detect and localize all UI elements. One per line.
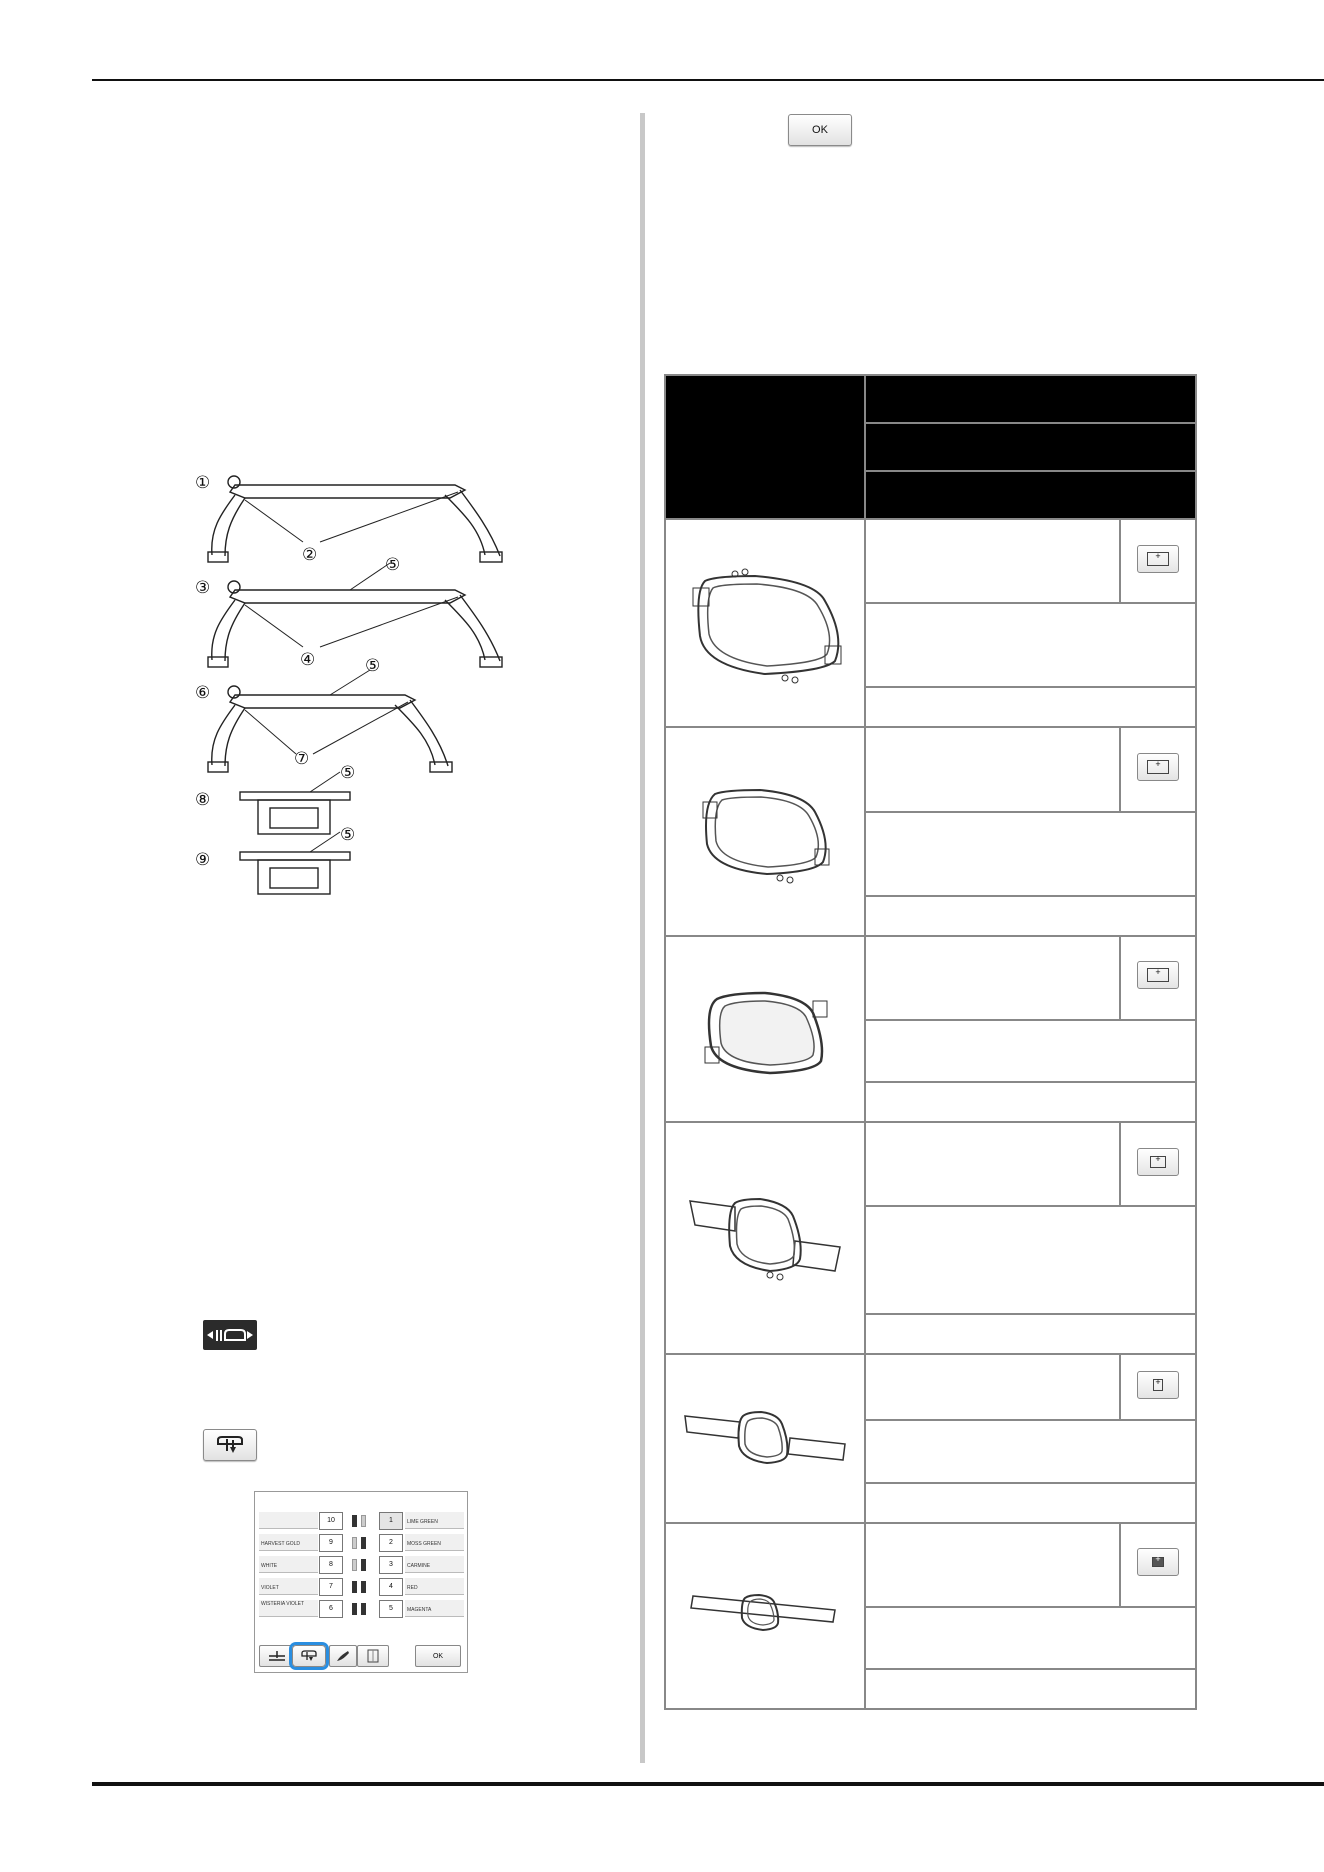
frame-name-cell xyxy=(865,1354,1120,1420)
frame-size-icon: + xyxy=(1137,545,1179,573)
border-frame-image xyxy=(675,1161,855,1311)
spool-icon xyxy=(352,1515,357,1527)
frame-note-cell xyxy=(865,687,1196,727)
callout-4: ④ xyxy=(300,650,316,670)
frame-indicator-cell xyxy=(1120,519,1196,603)
thread-name-left: HARVEST GOLD xyxy=(259,1534,318,1551)
callout-5a: ⑤ xyxy=(385,555,401,575)
frame-move-icon xyxy=(203,1320,257,1350)
thread-row xyxy=(255,1578,467,1596)
screen-ok-button[interactable]: OK xyxy=(415,1645,461,1667)
thread-row xyxy=(255,1512,467,1530)
frame-note-cell xyxy=(865,1669,1196,1709)
thread-name-right: LIME GREEN xyxy=(405,1512,464,1529)
table-row xyxy=(665,1354,1196,1420)
needle-number[interactable]: 2 xyxy=(379,1534,403,1552)
thread-name-left xyxy=(259,1512,318,1529)
table-row xyxy=(665,1523,1196,1607)
thread-row xyxy=(255,1534,467,1552)
spool-icon xyxy=(352,1537,357,1549)
callout-2: ② xyxy=(302,545,318,565)
embroidery-area-cell xyxy=(865,603,1196,687)
table-row xyxy=(665,519,1196,603)
table-header-row-3 xyxy=(865,471,1196,519)
frame-note-cell xyxy=(865,1082,1196,1122)
frame-name-cell xyxy=(865,936,1120,1020)
embroidery-area-cell xyxy=(865,1420,1196,1482)
table-header-row-2 xyxy=(865,423,1196,471)
frame-name-cell xyxy=(865,1122,1120,1206)
frame-size-icon: + xyxy=(1137,1371,1179,1399)
medium-frame-image xyxy=(675,951,855,1101)
extra-small-frame-image xyxy=(675,1538,855,1688)
frame-holder-b xyxy=(208,563,502,667)
table-row xyxy=(665,727,1196,811)
callout-6: ⑥ xyxy=(195,683,211,703)
ok-button[interactable]: OK xyxy=(788,114,852,146)
frame-size-icon: + xyxy=(1137,1548,1179,1576)
thread-row xyxy=(255,1556,467,1574)
spool-icon xyxy=(361,1559,366,1571)
needle-number[interactable]: 7 xyxy=(319,1578,343,1596)
callout-1: ① xyxy=(195,473,211,493)
frame-change-icon xyxy=(299,1650,319,1662)
memory-button[interactable] xyxy=(357,1645,389,1667)
frame-indicator-cell xyxy=(1120,1354,1196,1420)
frame-name-cell xyxy=(865,1523,1120,1607)
frame-holder-a xyxy=(208,476,502,562)
thread-name-left: WISTERIA VIOLET xyxy=(259,1600,318,1617)
callout-8: ⑧ xyxy=(195,790,211,810)
needle-number[interactable]: 4 xyxy=(379,1578,403,1596)
callout-7: ⑦ xyxy=(294,749,310,769)
frame-holder-c xyxy=(208,670,452,772)
thread-name-right: CARMINE xyxy=(405,1556,464,1573)
frame-image-cell xyxy=(665,1354,865,1522)
frame-holder-e xyxy=(240,832,350,894)
spool-icon xyxy=(352,1603,357,1615)
large-frame-image xyxy=(675,754,855,904)
frame-size-icon: + xyxy=(1137,753,1179,781)
extra-large-frame-image xyxy=(675,546,855,696)
frame-image-cell xyxy=(665,519,865,727)
page-icon xyxy=(365,1649,381,1663)
thread-name-right: RED xyxy=(405,1578,464,1595)
needle-bar-icon xyxy=(267,1650,287,1662)
bottom-rule xyxy=(92,1782,1324,1786)
frame-image-cell xyxy=(665,727,865,935)
callout-9: ⑨ xyxy=(195,850,211,870)
frame-image-cell xyxy=(665,936,865,1122)
frame-change-icon xyxy=(213,1435,247,1455)
spool-icon xyxy=(361,1581,366,1593)
embroidery-area-cell xyxy=(865,812,1196,896)
frame-name-cell xyxy=(865,519,1120,603)
embroidery-screen xyxy=(254,1491,468,1673)
thread-name-right: MAGENTA xyxy=(405,1600,464,1617)
callout-5b: ⑤ xyxy=(365,656,381,676)
frame-size-icon: + xyxy=(1137,1148,1179,1176)
trial-key-button[interactable] xyxy=(259,1645,295,1667)
spool-icon xyxy=(352,1559,357,1571)
callout-3: ③ xyxy=(195,578,211,598)
needle-number[interactable]: 3 xyxy=(379,1556,403,1574)
frame-size-icon: + xyxy=(1137,961,1179,989)
embroidery-area-cell xyxy=(865,1206,1196,1314)
frame-change-button[interactable] xyxy=(203,1429,257,1461)
top-rule xyxy=(92,79,1324,81)
thread-row xyxy=(255,1600,467,1618)
callout-5d: ⑤ xyxy=(340,825,356,845)
spool-icon xyxy=(361,1537,366,1549)
thread-name-right: MOSS GREEN xyxy=(405,1534,464,1551)
thread-name-left: VIOLET xyxy=(259,1578,318,1595)
thread-name-left: WHITE xyxy=(259,1556,318,1573)
spool-icon xyxy=(361,1515,366,1527)
needle-number[interactable]: 10 xyxy=(319,1512,343,1530)
small-frame-image xyxy=(675,1366,855,1506)
thread-color-button[interactable] xyxy=(329,1645,357,1667)
brush-icon xyxy=(335,1650,351,1662)
frame-name-cell xyxy=(865,727,1120,811)
needle-number[interactable]: 9 xyxy=(319,1534,343,1552)
frame-note-cell xyxy=(865,1483,1196,1523)
frame-holder-parts-diagram xyxy=(190,460,550,920)
frame-indicator-cell xyxy=(1120,727,1196,811)
frame-change-button-highlighted[interactable] xyxy=(292,1645,326,1667)
needle-number[interactable]: 6 xyxy=(319,1600,343,1618)
frame-note-cell xyxy=(865,1314,1196,1354)
spool-icon xyxy=(361,1603,366,1615)
needle-number[interactable]: 8 xyxy=(319,1556,343,1574)
embroidery-area-cell xyxy=(865,1020,1196,1082)
frame-holder-d xyxy=(240,772,350,834)
frame-note-cell xyxy=(865,896,1196,936)
frame-image-cell xyxy=(665,1122,865,1354)
table-row xyxy=(665,936,1196,1020)
needle-number[interactable]: 5 xyxy=(379,1600,403,1618)
embroidery-frames-table xyxy=(664,374,1197,1710)
needle-number[interactable]: 1 xyxy=(379,1512,403,1530)
spool-icon xyxy=(352,1581,357,1593)
embroidery-area-cell xyxy=(865,1607,1196,1669)
column-separator xyxy=(640,113,645,1763)
table-header-frame xyxy=(665,375,865,519)
frame-indicator-cell xyxy=(1120,1122,1196,1206)
frame-image-cell xyxy=(665,1523,865,1709)
frame-indicator-cell xyxy=(1120,1523,1196,1607)
callout-5c: ⑤ xyxy=(340,763,356,783)
table-header-row-1 xyxy=(865,375,1196,423)
frame-indicator-cell xyxy=(1120,936,1196,1020)
table-row xyxy=(665,1122,1196,1206)
